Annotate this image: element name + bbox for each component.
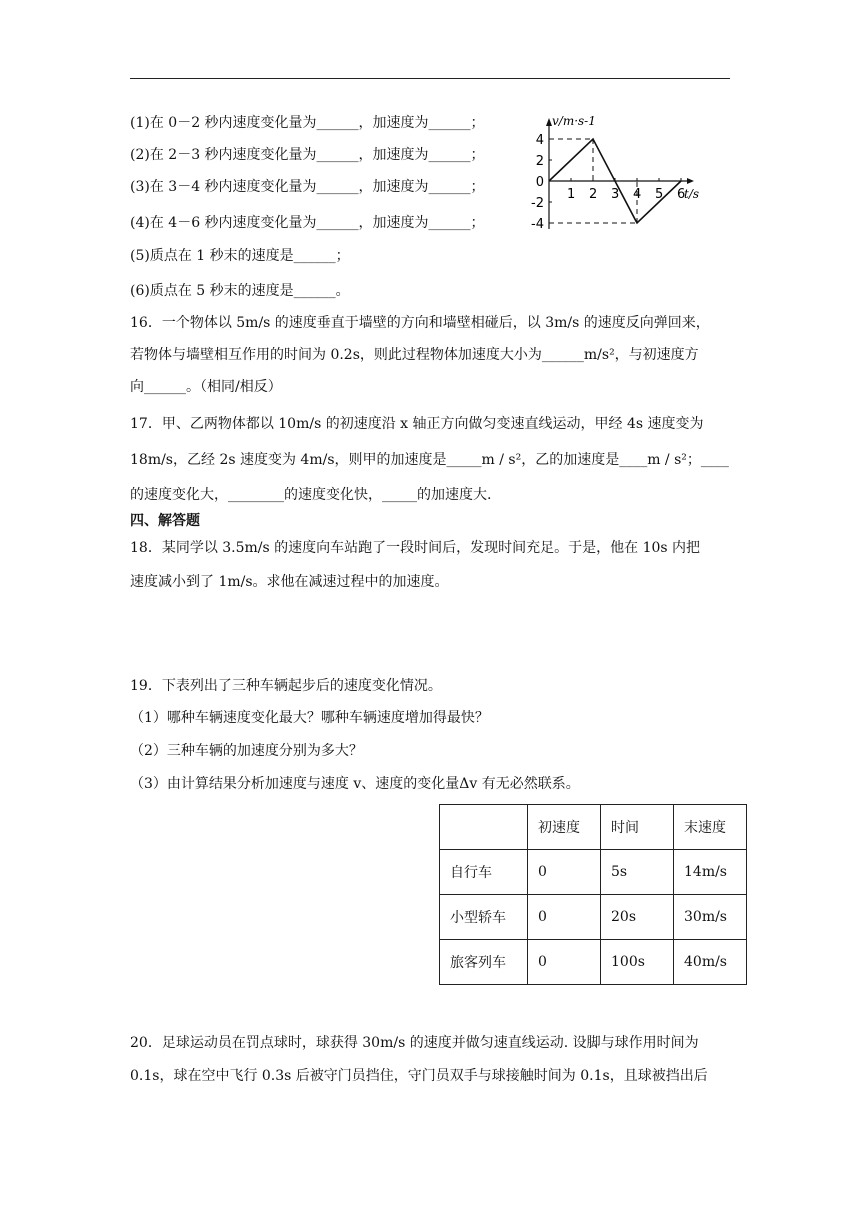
table-header-row	[440, 805, 747, 850]
vehicle-table	[439, 804, 747, 985]
q17-line-1: 17．甲、乙两物体都以 10m/s 的初速度沿 x 轴正方向做匀变速直线运动，甲经 4s 速度变为	[130, 416, 704, 432]
q15-part-2: (2)在 2－3 秒内速度变化量为______，加速度为______；	[130, 147, 485, 163]
y-tick-label: 0	[535, 175, 544, 190]
q17-line-3: 的速度变化大，________的速度变化快，_____的加速度大.	[130, 487, 492, 503]
q16-line-2: 若物体与墙壁相互作用的时间为 0.2s，则此过程物体加速度大小为______m/s²，与初速度方	[130, 347, 699, 363]
table-header-cell: 初速度	[528, 805, 601, 850]
table-cell: 30m/s	[674, 895, 747, 940]
q16-line-1: 16．一个物体以 5m/s 的速度垂直于墙壁的方向和墙壁相碰后，以 3m/s 的速度反向弹回来，	[130, 315, 710, 331]
q15-part-6: (6)质点在 5 秒末的速度是______。	[130, 283, 350, 299]
y-axis-label: v/m·s-1	[552, 114, 596, 128]
x-tick-label: 2	[589, 187, 598, 202]
q20-line-1: 20．足球运动员在罚点球时，球获得 30m/s 的速度并做匀速直线运动. 设脚与球作用时间为	[130, 1035, 699, 1051]
table-cell: 40m/s	[674, 940, 747, 985]
q19-part-2: （2）三种车辆的加速度分别为多大？	[130, 743, 363, 759]
table-row	[440, 940, 747, 985]
table-cell: 14m/s	[674, 850, 747, 895]
header-rule	[130, 78, 730, 79]
x-tick-label: 5	[655, 187, 664, 202]
q15-part-5: (5)质点在 1 秒末的速度是______；	[130, 248, 350, 264]
table-row	[440, 850, 747, 895]
x-tick-label: 4	[633, 187, 642, 202]
table-cell: 5s	[601, 850, 674, 895]
section-heading: 四、解答题	[130, 513, 200, 529]
table-header-cell: 时间	[601, 805, 674, 850]
q19-part-3: （3）由计算结果分析加速度与速度 v、速度的变化量Δv 有无必然联系。	[130, 776, 580, 792]
q18-line-1: 18．某同学以 3.5m/s 的速度向车站跑了一段时间后，发现时间充足。于是，他在 10s 内把	[130, 540, 701, 556]
y-tick-label: 4	[535, 133, 544, 148]
y-tick-label: -4	[531, 217, 544, 232]
y-tick-label: 2	[535, 154, 544, 169]
x-tick-label: 6	[677, 187, 686, 202]
table-header-cell	[440, 805, 528, 850]
q15-part-1: (1)在 0－2 秒内速度变化量为______，加速度为______；	[130, 115, 485, 131]
q15-part-4: (4)在 4－6 秒内速度变化量为______，加速度为______；	[130, 215, 485, 231]
x-tick-label: 3	[611, 187, 620, 202]
x-axis-label: t/s	[684, 187, 700, 201]
q18-line-2: 速度减小到了 1m/s。求他在减速过程中的加速度。	[130, 574, 449, 590]
table-cell: 旅客列车	[440, 940, 528, 985]
q16-line-3: 向______。（相同/相反）	[130, 379, 282, 395]
table-cell: 20s	[601, 895, 674, 940]
q20-line-2: 0.1s，球在空中飞行 0.3s 后被守门员挡住，守门员双手与球接触时间为 0.1s，且球被挡出后	[130, 1068, 708, 1084]
table-cell: 小型轿车	[440, 895, 528, 940]
table-cell: 自行车	[440, 850, 528, 895]
table-cell: 0	[528, 940, 601, 985]
table-header-cell: 末速度	[674, 805, 747, 850]
table-row	[440, 895, 747, 940]
x-axis-arrow	[687, 178, 694, 184]
y-tick-label: -2	[531, 196, 544, 211]
q17-line-2: 18m/s，乙经 2s 速度变为 4m/s，则甲的加速度是_____m / s²，乙的加速度是____m / s²；____	[130, 452, 729, 468]
table-cell: 0	[528, 850, 601, 895]
q15-part-3: (3)在 3－4 秒内速度变化量为______，加速度为______；	[130, 179, 485, 195]
q19-part-1: （1）哪种车辆速度变化最大？哪种车辆速度增加得最快？	[130, 710, 489, 726]
q19-intro: 19．下表列出了三种车辆起步后的速度变化情况。	[130, 678, 442, 694]
x-tick-label: 1	[567, 187, 576, 202]
table-cell: 0	[528, 895, 601, 940]
table-cell: 100s	[601, 940, 674, 985]
velocity-time-graph	[512, 108, 722, 238]
